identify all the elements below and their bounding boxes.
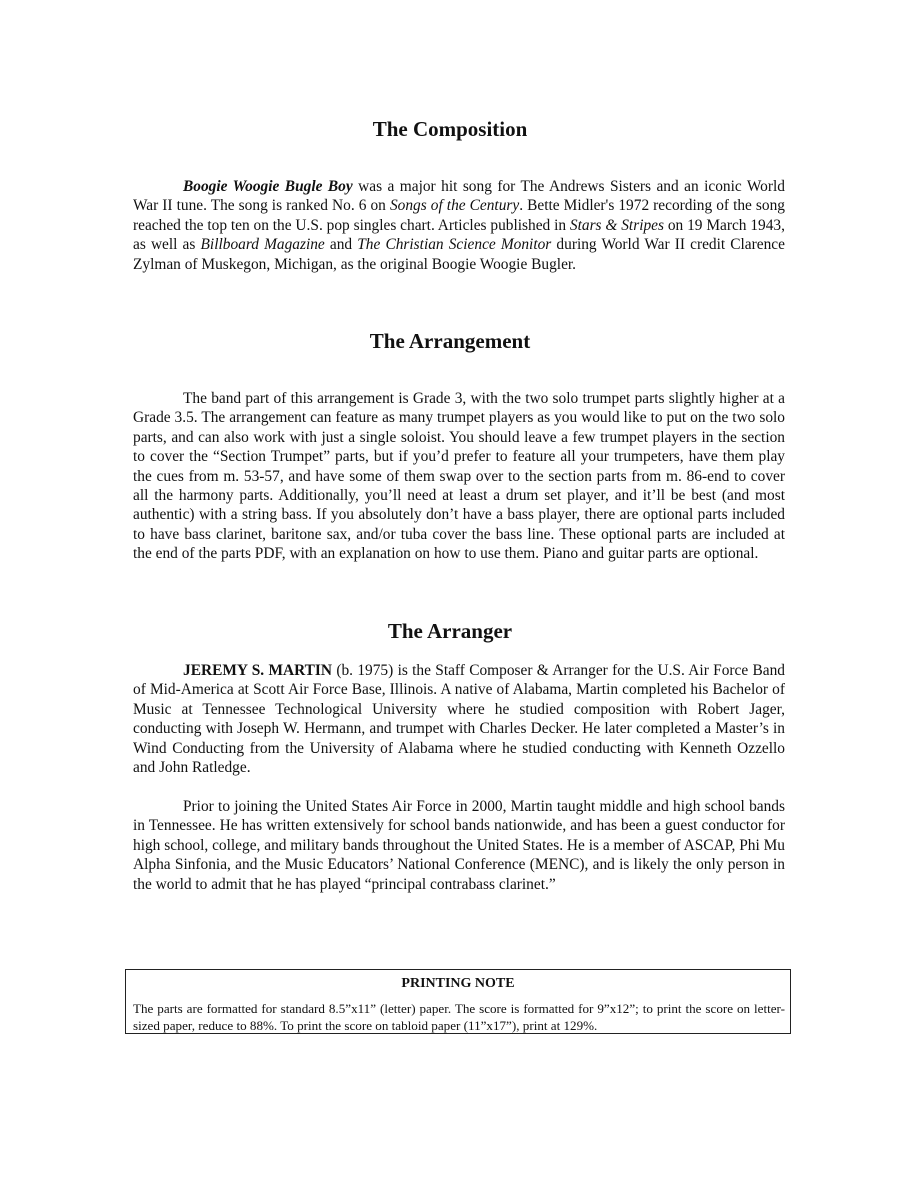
composition-heading: The Composition <box>372 117 528 141</box>
billboard-title: Billboard Magazine <box>200 236 325 254</box>
composition-text-1: was a major hit song for The Andrews Sisters and an iconic World War II tune. The song is ranked No. 6 on <box>133 178 785 215</box>
printing-note-title: PRINTING NOTE <box>401 976 515 991</box>
printing-note-box <box>125 969 791 1034</box>
printing-note-text: The parts are formatted for standard 8.5”x11” (letter) paper. The score is formatted for 9”x12”; to print the score on letter-sized paper, reduce to 88%. To print the score on tabloid paper (11”x17”), print at 129%. <box>133 1001 785 1033</box>
composition-text-2: . Bette Midler's 1972 recording of the song reached the top ten on the U.S. pop singles chart. Articles published in <box>133 197 785 234</box>
composition-text-3: on 19 March 1943, as well as <box>133 216 785 254</box>
song-title: Boogie Woogie Bugle Boy <box>183 178 353 195</box>
monitor-title: The Christian Science Monitor <box>357 236 552 254</box>
arrangement-paragraph: The band part of this arrangement is Grade 3, with the two solo trumpet parts slightly higher at a Grade 3.5. The arrangement can feature as many trumpet players as you would like to put on the two solo parts, and can also work with just a single soloist. You should leave a few trumpet players in the section to cover the “Section Trumpet” parts, but if you’d prefer to feature all your trumpeters, have them play the cues from m. 53-57, and have some of them swap over to the section parts from m. 86-end to cover all the harmony parts. Additionally, you’ll need at least a drum set player, and it’ll be best (and most authentic) with a string bass. If you absolutely don’t have a bass player, there are optional parts included to have bass clarinet, baritone sax, and/or tuba cover the bass line. These optional parts are included at the end of the parts PDF, with an explanation on how to use them. Piano and guitar parts are optional. <box>133 390 785 563</box>
arranger-career-paragraph: Prior to joining the United States Air Force in 2000, Martin taught middle and high school bands in Tennessee. He has written extensively for school bands nationwide, and has been a guest conductor for high school, college, and military bands throughout the United States. He is a member of ASCAP, Phi Mu Alpha Sinfonia, and the Music Educators’ National Conference (MENC), and is likely the only person in the world to admit that he has played “principal contrabass clarinet.” <box>133 798 785 893</box>
arranger-bio-paragraph <box>133 661 785 777</box>
arranger-heading: The Arranger <box>387 619 513 643</box>
songs-of-century-title: Songs of the Century <box>389 197 520 215</box>
arrangement-heading: The Arrangement <box>369 329 531 353</box>
composition-paragraph <box>133 177 785 274</box>
arranger-name: JEREMY S. MARTIN <box>183 662 333 679</box>
composition-text-4: and <box>329 236 353 254</box>
stars-stripes-title: Stars & Stripes <box>569 216 664 234</box>
arranger-bio-text: (b. 1975) is the Staff Composer & Arranger for the U.S. Air Force Band of Mid-America at Scott Air Force Base, Illinois. A native of Alabama, Martin completed his Bachelor of Music at Tennessee Technological University where he studied composition with Robert Jager, conducting with Joseph W. Hermann, and trumpet with Charles Decker. He later completed a Master’s in Wind Conducting from the University of Alabama where he studied conducting with Kenneth Ozzello and John Ratledge. <box>133 662 785 777</box>
composition-text-5: during World War II credit Clarence Zylman of Muskegon, Michigan, as the original Boogie Woogie Bugler. <box>133 236 785 273</box>
